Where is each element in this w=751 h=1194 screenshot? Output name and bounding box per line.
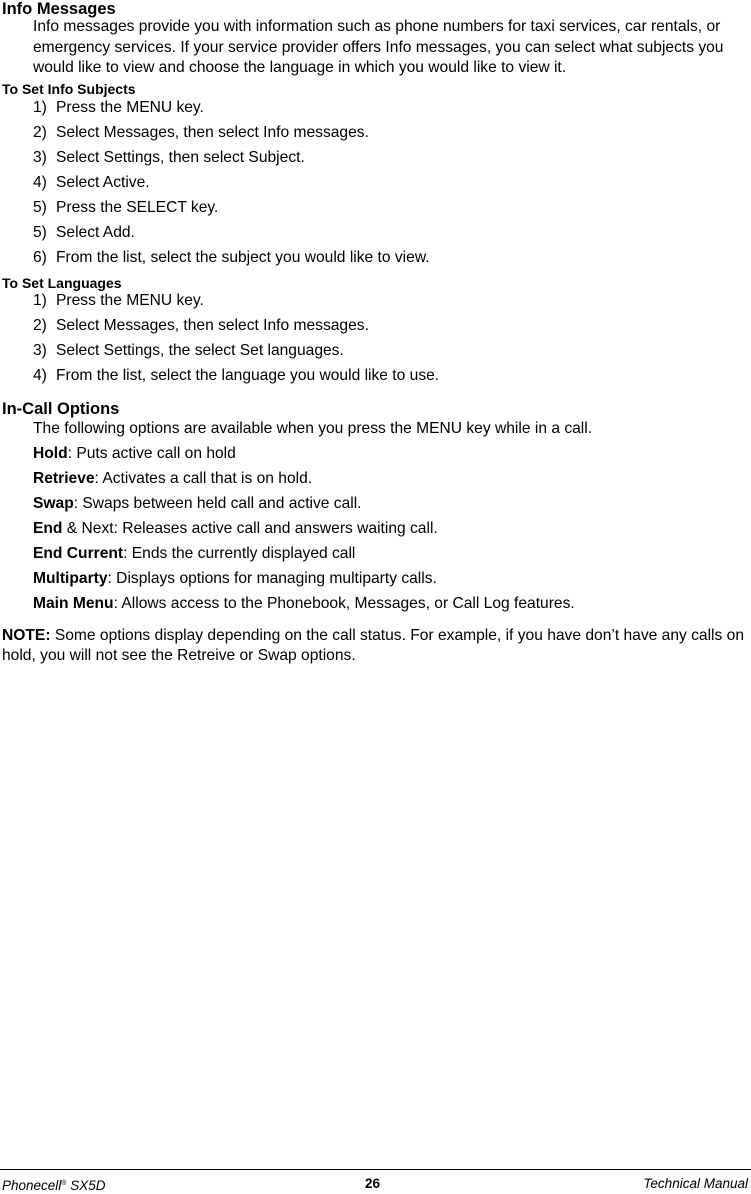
option-item bbox=[33, 570, 437, 588]
list-item bbox=[33, 342, 344, 360]
step-text: Select Messages, then select Info messages. bbox=[56, 124, 369, 141]
note-text: Some options display depending on the call status. For example, if you have don’t have any calls on hold, you will not see the Retreive or Swap options. bbox=[2, 627, 744, 664]
note-label: NOTE: bbox=[2, 627, 51, 644]
note-paragraph bbox=[2, 626, 750, 666]
option-item bbox=[33, 595, 575, 613]
option-item bbox=[33, 545, 355, 563]
step-text: Select Settings, the select Set languages. bbox=[56, 342, 344, 359]
step-number: 1) bbox=[33, 99, 47, 116]
step-number: 5) bbox=[33, 199, 47, 216]
list-item bbox=[33, 367, 439, 385]
step-text: Press the SELECT key. bbox=[56, 199, 219, 216]
footer-manual-title: Technical Manual bbox=[643, 1176, 748, 1191]
list-item bbox=[33, 99, 204, 117]
registered-mark: ® bbox=[61, 1180, 67, 1187]
step-text: Press the MENU key. bbox=[56, 99, 204, 116]
step-text: Select Messages, then select Info messages. bbox=[56, 317, 369, 334]
step-number: 4) bbox=[33, 367, 47, 384]
option-desc: : Allows access to the Phonebook, Messages, or Call Log features. bbox=[113, 595, 575, 612]
step-number: 2) bbox=[33, 317, 47, 334]
list-item bbox=[33, 124, 369, 142]
option-item bbox=[33, 520, 438, 538]
page-number: 26 bbox=[365, 1176, 381, 1191]
step-number: 3) bbox=[33, 342, 47, 359]
option-desc: : Displays options for managing multiparty calls. bbox=[107, 570, 437, 587]
step-text: Select Active. bbox=[56, 174, 150, 191]
option-term: Multiparty bbox=[33, 570, 108, 587]
option-item bbox=[33, 495, 362, 513]
option-desc: : Swaps between held call and active call. bbox=[73, 495, 362, 512]
step-text: From the list, select the subject you would like to view. bbox=[56, 249, 430, 266]
option-term: Swap bbox=[33, 495, 74, 512]
list-item bbox=[33, 224, 135, 242]
list-item bbox=[33, 317, 369, 335]
option-desc: & Next: Releases active call and answers waiting call. bbox=[62, 520, 438, 537]
option-item bbox=[33, 445, 236, 463]
option-term: Retrieve bbox=[33, 470, 95, 487]
option-term: Main Menu bbox=[33, 595, 114, 612]
option-item bbox=[33, 470, 312, 488]
step-number: 3) bbox=[33, 149, 47, 166]
step-number: 2) bbox=[33, 124, 47, 141]
option-term: Hold bbox=[33, 445, 68, 462]
footer-divider bbox=[0, 1169, 751, 1170]
list-item bbox=[33, 292, 204, 310]
list-item bbox=[33, 174, 150, 192]
list-item bbox=[33, 149, 305, 167]
step-number: 1) bbox=[33, 292, 47, 309]
step-number: 6) bbox=[33, 249, 47, 266]
in-call-options-heading: In-Call Options bbox=[2, 400, 120, 418]
info-messages-intro: Info messages provide you with information such as phone numbers for taxi services, car rentals, or emergency services. If your service provider offers Info messages, you can select what subjects you would like to view and choose the language in which you would like to view it. bbox=[33, 18, 724, 76]
option-desc: : Ends the currently displayed call bbox=[123, 545, 356, 562]
footer-model: SX5D bbox=[66, 1178, 106, 1193]
set-info-subjects-heading: To Set Info Subjects bbox=[2, 81, 136, 97]
option-term: End bbox=[33, 520, 63, 537]
step-text: Select Add. bbox=[56, 224, 135, 241]
step-text: From the list, select the language you would like to use. bbox=[56, 367, 440, 384]
step-text: Press the MENU key. bbox=[56, 292, 204, 309]
option-desc: : Activates a call that is on hold. bbox=[94, 470, 313, 487]
in-call-options-intro: The following options are available when you press the MENU key while in a call. bbox=[33, 420, 593, 437]
option-desc: : Puts active call on hold bbox=[67, 445, 236, 462]
list-item bbox=[33, 199, 218, 217]
info-messages-heading: Info Messages bbox=[2, 0, 116, 18]
footer-product-name: Phonecell bbox=[2, 1178, 62, 1193]
list-item bbox=[33, 249, 430, 267]
set-languages-heading: To Set Languages bbox=[2, 275, 122, 291]
step-number: 5) bbox=[33, 224, 47, 241]
footer-product bbox=[2, 1176, 106, 1194]
step-text: Select Settings, then select Subject. bbox=[56, 149, 305, 166]
step-number: 4) bbox=[33, 174, 47, 191]
option-term: End Current bbox=[33, 545, 124, 562]
